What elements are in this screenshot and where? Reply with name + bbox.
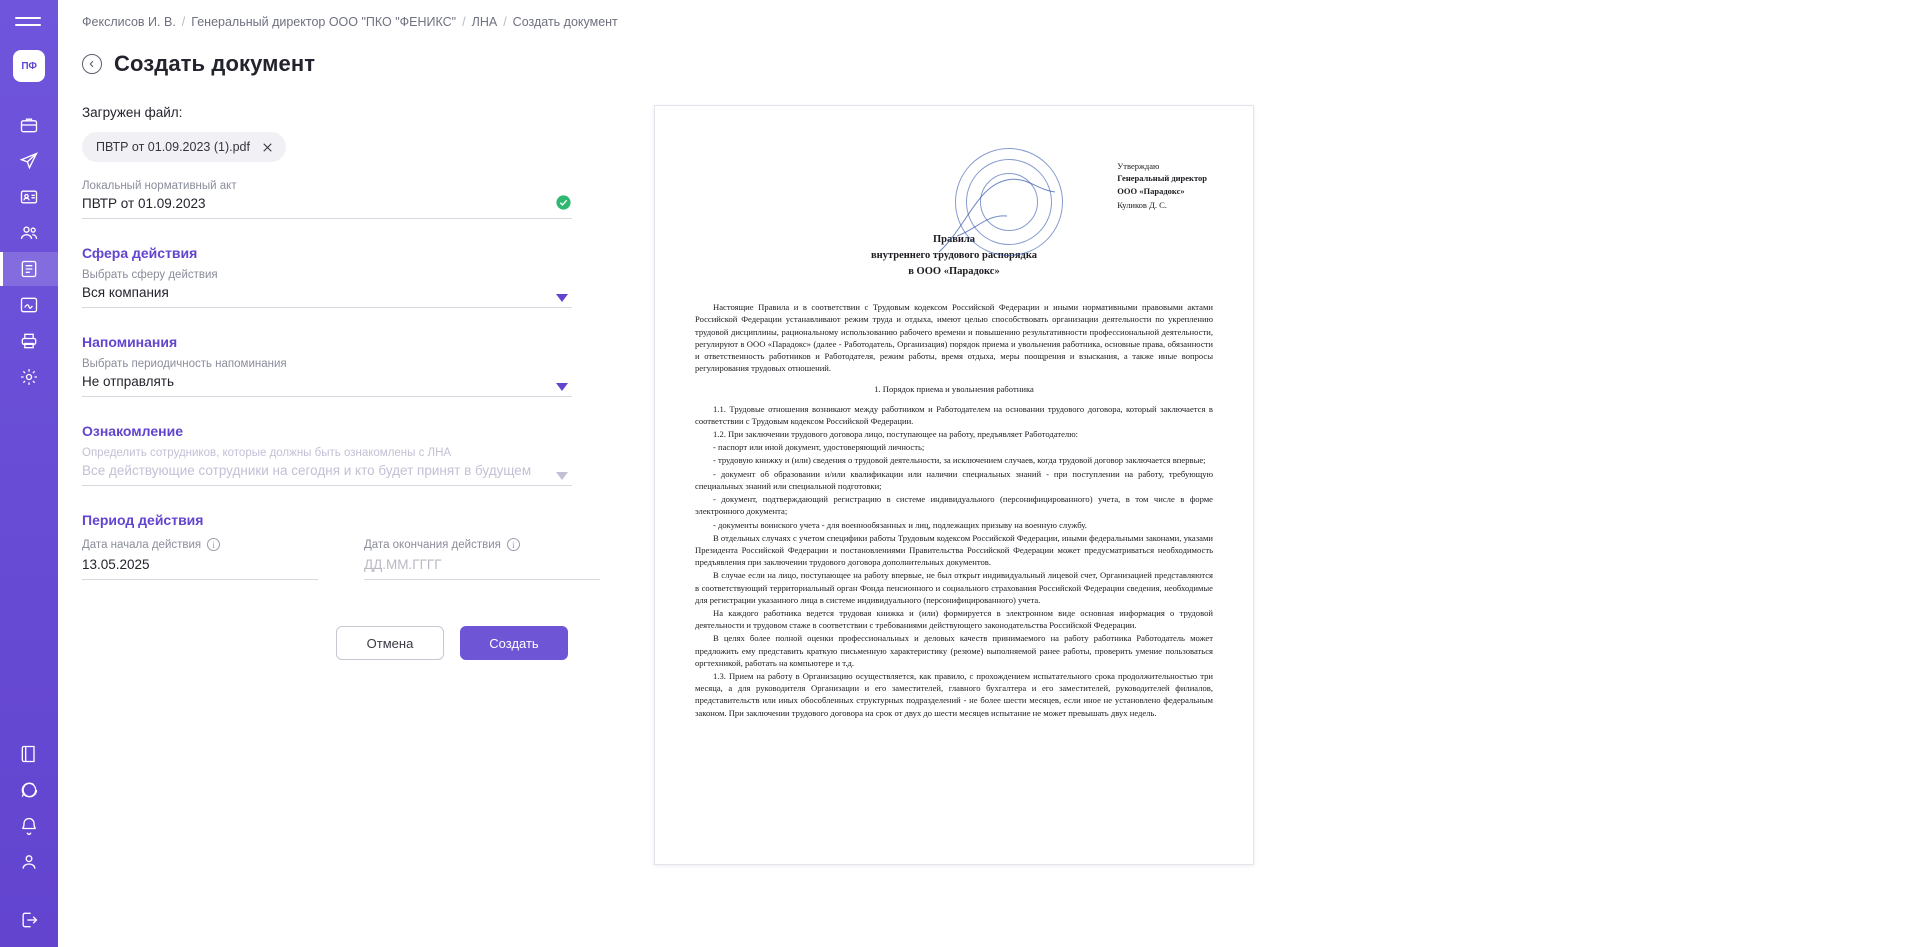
page-header bbox=[58, 29, 1919, 77]
main-content bbox=[58, 0, 1919, 947]
period-start-value[interactable]: 13.05.2025 bbox=[82, 557, 150, 572]
lna-name-hint: Локальный нормативный акт bbox=[82, 180, 237, 192]
sidebar-item-book[interactable] bbox=[0, 737, 58, 771]
reminders-section-title: Напоминания bbox=[82, 334, 178, 350]
document-title-line-2: внутреннего трудового распорядка bbox=[870, 249, 1038, 261]
scope-section-title: Сфера действия bbox=[82, 245, 198, 261]
approval-line-2: Генеральный директор bbox=[1117, 173, 1207, 184]
field-divider bbox=[82, 579, 318, 580]
uploaded-file-name: ПВТР от 01.09.2023 (1).pdf bbox=[96, 140, 250, 154]
logout-icon bbox=[19, 910, 39, 930]
breadcrumb-separator: / bbox=[503, 15, 507, 29]
sidebar-item-send[interactable] bbox=[0, 144, 58, 178]
send-icon bbox=[19, 151, 39, 171]
sidebar-item-logout[interactable] bbox=[0, 903, 58, 937]
document-section-heading: 1. Порядок приема и увольнения работника bbox=[874, 384, 1034, 395]
menu-toggle-button[interactable] bbox=[15, 10, 43, 32]
reminders-value: Не отправлять bbox=[82, 374, 174, 389]
period-end-value[interactable]: ДД.ММ.ГГГГ bbox=[364, 557, 442, 572]
breadcrumb-item-0[interactable]: Фекслисов И. В. bbox=[82, 15, 176, 29]
chevron-down-icon[interactable] bbox=[556, 383, 568, 391]
remove-file-button[interactable] bbox=[260, 139, 276, 155]
signature-icon bbox=[19, 295, 39, 315]
briefcase-icon bbox=[19, 115, 39, 135]
approval-line-3: ООО «Парадокс» bbox=[1117, 185, 1185, 196]
document-paragraph: В отдельных случаях с учетом специфики работы Трудовым кодексом Российской Федерации, иными федеральными законами, указами Президента Российской Федерации и постановлениями Правительства Российской Федерации может предусматриваться необходимость предъявления при заключении трудового договора дополнительных документов. bbox=[695, 532, 1213, 568]
field-divider bbox=[82, 218, 572, 219]
lna-name-field[interactable] bbox=[82, 180, 602, 219]
document-paragraph: - документ, подтверждающий регистрацию в системе индивидуального (персонифицированного) учета, в том числе в форме электронного документа; bbox=[695, 494, 1213, 517]
acquaintance-section bbox=[82, 423, 602, 486]
scope-section bbox=[82, 245, 602, 308]
breadcrumb-item-3: Создать документ bbox=[512, 15, 618, 29]
period-section bbox=[82, 512, 602, 580]
reminders-select[interactable] bbox=[82, 358, 572, 397]
user-icon bbox=[19, 852, 39, 872]
chevron-down-icon[interactable] bbox=[556, 472, 568, 480]
acquaintance-hint: Определить сотрудников, которые должны быть ознакомлены с ЛНА bbox=[82, 447, 452, 459]
document-paragraph: В целях более полной оценки профессиональных и деловых качеств принимаемого на работу работника Работодатель может предложить ему представить краткую письменную характеристику (резюме) выполняемой ранее работы, проверить умение пользоваться оргтехникой, работать на компьютере и т.д. bbox=[695, 633, 1213, 668]
period-start-field[interactable] bbox=[82, 538, 318, 580]
sidebar-item-chat[interactable] bbox=[0, 773, 58, 807]
info-icon[interactable]: i bbox=[207, 538, 220, 551]
document-paragraph: - документы воинского учета - для военнообязанных и лиц, подлежащих призыву на военную службу. bbox=[713, 519, 1087, 530]
chat-icon bbox=[19, 780, 39, 800]
uploaded-file-label: Загружен файл: bbox=[82, 105, 183, 120]
approval-line-1: Утверждаю bbox=[1117, 161, 1160, 171]
acquaintance-select[interactable] bbox=[82, 447, 572, 486]
period-start-label: Дата начала действия bbox=[82, 538, 202, 551]
period-start-label-row bbox=[82, 538, 318, 551]
approval-line-4: Куликов Д. С. bbox=[1117, 199, 1167, 210]
uploaded-file-chip[interactable] bbox=[82, 132, 286, 162]
document-paragraph: 1.1. Трудовые отношения возникают между работником и Работодателем на основании трудового договора, который заключается в соответствии с Трудовым кодексом Российской Федерации. bbox=[695, 403, 1213, 426]
field-divider bbox=[82, 307, 572, 308]
breadcrumb-item-2[interactable]: ЛНА bbox=[471, 15, 498, 29]
scope-hint: Выбрать сферу действия bbox=[82, 269, 218, 281]
check-circle-icon bbox=[555, 194, 572, 211]
field-divider bbox=[82, 485, 572, 486]
sidebar bbox=[0, 0, 58, 947]
content-area bbox=[58, 77, 1919, 865]
document-paragraph: На каждого работника ведется трудовая книжка и (или) формируется в электронном виде основная информация о трудовой деятельности и трудовом стаже в соответствии с требованиями действующего законодательства Российской Федерации. bbox=[695, 607, 1213, 631]
period-end-field[interactable] bbox=[364, 538, 600, 580]
acquaintance-value: Все действующие сотрудники на сегодня и кто будет принят в будущем bbox=[82, 463, 532, 478]
document-paragraph: - трудовую книжку и (или) сведения о трудовой деятельности, за исключением случаев, когда трудовой договор заключается впервые; bbox=[713, 455, 1206, 466]
info-icon[interactable]: i bbox=[507, 538, 520, 551]
cancel-button[interactable]: Отмена bbox=[336, 626, 444, 660]
lna-name-value[interactable]: ПВТР от 01.09.2023 bbox=[82, 196, 206, 211]
document-paragraph: - документ об образовании и/или квалификации или наличии специальных знаний - при поступлении на работу, требующую специальных знаний или специальной подготовки; bbox=[695, 468, 1213, 491]
document-paragraph: Настоящие Правила и в соответствии с Трудовым кодексом Российской Федерации и иными нормативными правовыми актами Российской Федерации устанавливают режим труда и отдыха, имеют целью способствовать организации деятельности по укреплению трудовой дисциплины, рациональному использованию рабочего времени и повышению результативности профессиональной деятельности, регулируют в ООО «Парадокс» (далее - Работодатель, Организация) порядок приема и увольнения работника, основные права, обязанности и ответственность работников и Работодателя, режим работы, время отдыха, меры поощрения и взыскания, а также иные вопросы регулирования трудовых отношений. bbox=[695, 302, 1213, 374]
sidebar-item-briefcase[interactable] bbox=[0, 108, 58, 142]
document-paragraph: - паспорт или иной документ, удостоверяющий личность; bbox=[713, 442, 925, 453]
people-icon bbox=[19, 223, 39, 243]
sidebar-item-printer[interactable] bbox=[0, 324, 58, 358]
document-title-line-1: Правила bbox=[932, 234, 976, 245]
document-page bbox=[654, 105, 1254, 865]
sidebar-item-documents[interactable] bbox=[0, 252, 58, 286]
field-divider bbox=[364, 579, 600, 580]
sidebar-item-settings[interactable] bbox=[0, 360, 58, 394]
signature-mark bbox=[937, 166, 1097, 256]
page-title: Создать документ bbox=[114, 51, 316, 76]
book-icon bbox=[19, 744, 39, 764]
document-paragraph: В случае если на лицо, поступающее на работу впервые, не был открыт индивидуальный лицевой счет, Организацией представляются в соответствующий территориальный орган Фонда пенсионного и социального страхования Российской Федерации сведения, необходимые для регистрации указанного лица в системе индивидуального (персонифицированного) учета. bbox=[695, 570, 1213, 605]
gear-icon bbox=[19, 367, 39, 387]
acquaintance-section-title: Ознакомление bbox=[82, 423, 183, 439]
chevron-left-icon bbox=[87, 59, 97, 69]
period-fields bbox=[82, 538, 602, 580]
reminders-section bbox=[82, 334, 602, 397]
breadcrumb-separator: / bbox=[462, 15, 466, 29]
reminders-hint: Выбрать периодичность напоминания bbox=[82, 358, 287, 370]
printer-icon bbox=[19, 331, 39, 351]
create-button[interactable]: Создать bbox=[460, 626, 568, 660]
document-preview bbox=[654, 105, 1254, 865]
document-paragraph: 1.2. При заключении трудового договора лицо, поступающее на работу, предъявляет Работодателю: bbox=[713, 429, 1079, 440]
sidebar-nav bbox=[0, 108, 58, 394]
period-section-title: Период действия bbox=[82, 512, 204, 528]
document-paragraph: 1.3. Прием на работу в Организацию осуществляется, как правило, с прохождением испытательного срока продолжительностью три месяца, а для руководителя Организации и его заместителей, главного бухгалтера и его заместителей, руководителей филиалов, представительств или иных обособленных структурных подразделений - не более шести месяцев, если иное не установлено федеральным законом. При заключении трудового договора на срок от двух до шести месяцев испытание не может превышать двух недель. bbox=[695, 670, 1213, 718]
scope-select[interactable] bbox=[82, 269, 572, 308]
sidebar-item-user[interactable] bbox=[0, 845, 58, 879]
sidebar-nav-bottom bbox=[0, 737, 58, 947]
sidebar-item-signature[interactable] bbox=[0, 288, 58, 322]
breadcrumb-separator: / bbox=[181, 15, 186, 29]
chevron-down-icon[interactable] bbox=[556, 294, 568, 302]
field-divider bbox=[82, 396, 572, 397]
form-actions bbox=[82, 626, 602, 660]
sidebar-item-people[interactable] bbox=[0, 216, 58, 250]
document-list-icon bbox=[19, 259, 39, 279]
breadcrumb bbox=[58, 0, 1919, 29]
scope-value: Вся компания bbox=[82, 285, 169, 300]
document-title-line-3: в ООО «Парадокс» bbox=[908, 265, 1000, 277]
back-button[interactable] bbox=[82, 54, 102, 74]
bell-icon bbox=[19, 816, 39, 836]
approval-block bbox=[1117, 160, 1207, 211]
sidebar-item-id-card[interactable] bbox=[0, 180, 58, 214]
document-body bbox=[695, 301, 1213, 719]
id-card-icon bbox=[19, 187, 39, 207]
breadcrumb-item-1[interactable]: Генеральный директор ООО "ПКО "ФЕНИКС" bbox=[191, 15, 457, 29]
create-document-form bbox=[82, 105, 602, 865]
sidebar-item-notifications[interactable] bbox=[0, 809, 58, 843]
period-end-label-row bbox=[364, 538, 600, 551]
app-logo: ПФ bbox=[13, 50, 45, 82]
period-end-label: Дата окончания действия bbox=[364, 538, 501, 551]
